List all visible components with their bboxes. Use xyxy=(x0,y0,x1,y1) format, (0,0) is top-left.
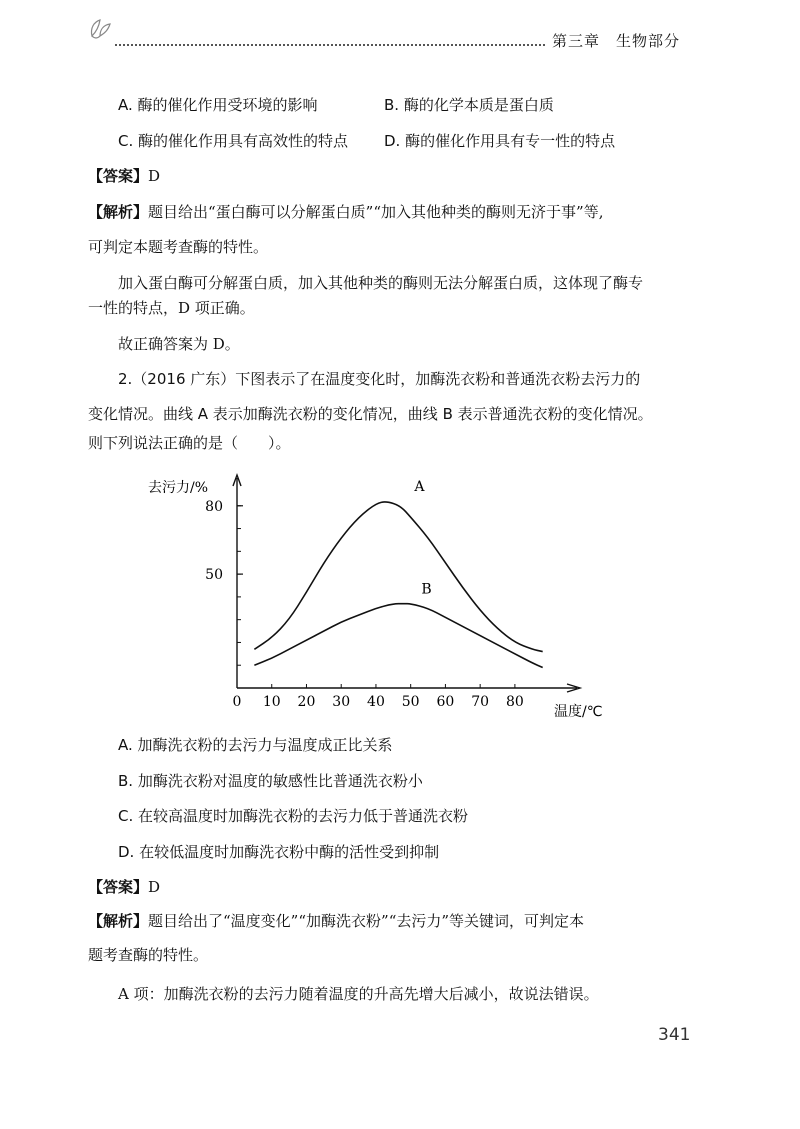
q1-option-c: C. 酶的催化作用具有高效性的特点 xyxy=(118,132,349,150)
y-tick-label: 80 xyxy=(205,498,223,515)
curve-b xyxy=(254,604,542,668)
answer-value: D xyxy=(148,878,161,896)
x-tick-label: 10 xyxy=(262,694,281,710)
q2-analysis-line2: 题考查酶的特性。 xyxy=(88,946,209,964)
curve-label-a: A xyxy=(414,479,425,496)
q1-option-d: D. 酶的催化作用具有专一性的特点 xyxy=(384,132,616,150)
q1-paragraph-line2: 一性的特点，D 项正确。 xyxy=(88,299,255,317)
detergent-chart xyxy=(140,470,620,720)
analysis-label: 【解析】 xyxy=(88,912,149,930)
q1-analysis-line2: 可判定本题考查酶的特性。 xyxy=(88,238,269,256)
header-chapter: 第三章 xyxy=(552,32,601,50)
analysis-text: 题目给出了“温度变化”“加酶洗衣粉”“去污力”等关键词，可判定本 xyxy=(148,912,585,930)
x-tick-label: 0 xyxy=(232,694,242,710)
q2-point-a: A 项：加酶洗衣粉的去污力随着温度的升高先增大后减小，故说法错误。 xyxy=(118,985,599,1003)
q1-option-a: A. 酶的催化作用受环境的影响 xyxy=(118,96,318,114)
page-number: 341 xyxy=(658,1025,691,1045)
x-tick-label: 30 xyxy=(332,694,351,710)
x-axis-label: 温度/℃ xyxy=(554,704,603,720)
answer-label: 【答案】 xyxy=(88,878,149,896)
header-section: 生物部分 xyxy=(616,32,681,50)
x-tick-label: 40 xyxy=(367,694,385,710)
analysis-label: 【解析】 xyxy=(88,203,149,221)
x-tick-label: 60 xyxy=(436,694,455,710)
q2-option-b: B. 加酶洗衣粉对温度的敏感性比普通洗衣粉小 xyxy=(118,772,423,790)
q2-option-d: D. 在较低温度时加酶洗衣粉中酶的活性受到抑制 xyxy=(118,843,440,861)
curve-a xyxy=(254,502,542,652)
analysis-text: 题目给出“蛋白酶可以分解蛋白质”“加入其他种类的酶则无济于事”等, xyxy=(148,203,604,221)
q2-answer xyxy=(88,876,160,898)
x-tick-label: 80 xyxy=(505,694,524,710)
q1-answer xyxy=(88,165,160,187)
x-tick-label: 20 xyxy=(297,694,316,710)
x-tick-label: 50 xyxy=(401,694,420,710)
q1-option-b: B. 酶的化学本质是蛋白质 xyxy=(384,96,554,114)
q2-analysis xyxy=(88,910,584,932)
running-header xyxy=(552,30,696,51)
answer-value: D xyxy=(148,167,161,185)
q2-option-c: C. 在较高温度时加酶洗衣粉的去污力低于普通洗衣粉 xyxy=(118,807,469,825)
answer-label: 【答案】 xyxy=(88,167,149,185)
q2-stem-line1: 2.（2016 广东）下图表示了在温度变化时，加酶洗衣粉和普通洗衣粉去污力的 xyxy=(118,370,641,388)
leaf-logo-icon xyxy=(84,14,114,44)
curve-label-b: B xyxy=(421,581,432,598)
header-dotted-rule xyxy=(115,44,545,46)
q2-option-a: A. 加酶洗衣粉的去污力与温度成正比关系 xyxy=(118,736,393,754)
q1-conclusion: 故正确答案为 D。 xyxy=(118,335,240,353)
x-tick-label: 70 xyxy=(471,694,490,710)
q1-analysis xyxy=(88,201,603,223)
q2-stem-line3: 则下列说法正确的是（ ）。 xyxy=(88,434,291,452)
q2-stem-line2: 变化情况。曲线 A 表示加酶洗衣粉的变化情况，曲线 B 表示普通洗衣粉的变化情况。 xyxy=(88,405,653,423)
y-axis-label: 去污力/% xyxy=(148,480,209,496)
y-tick-label: 50 xyxy=(205,567,223,584)
q1-paragraph-line1: 加入蛋白酶可分解蛋白质，加入其他种类的酶则无法分解蛋白质，这体现了酶专 xyxy=(118,274,644,292)
